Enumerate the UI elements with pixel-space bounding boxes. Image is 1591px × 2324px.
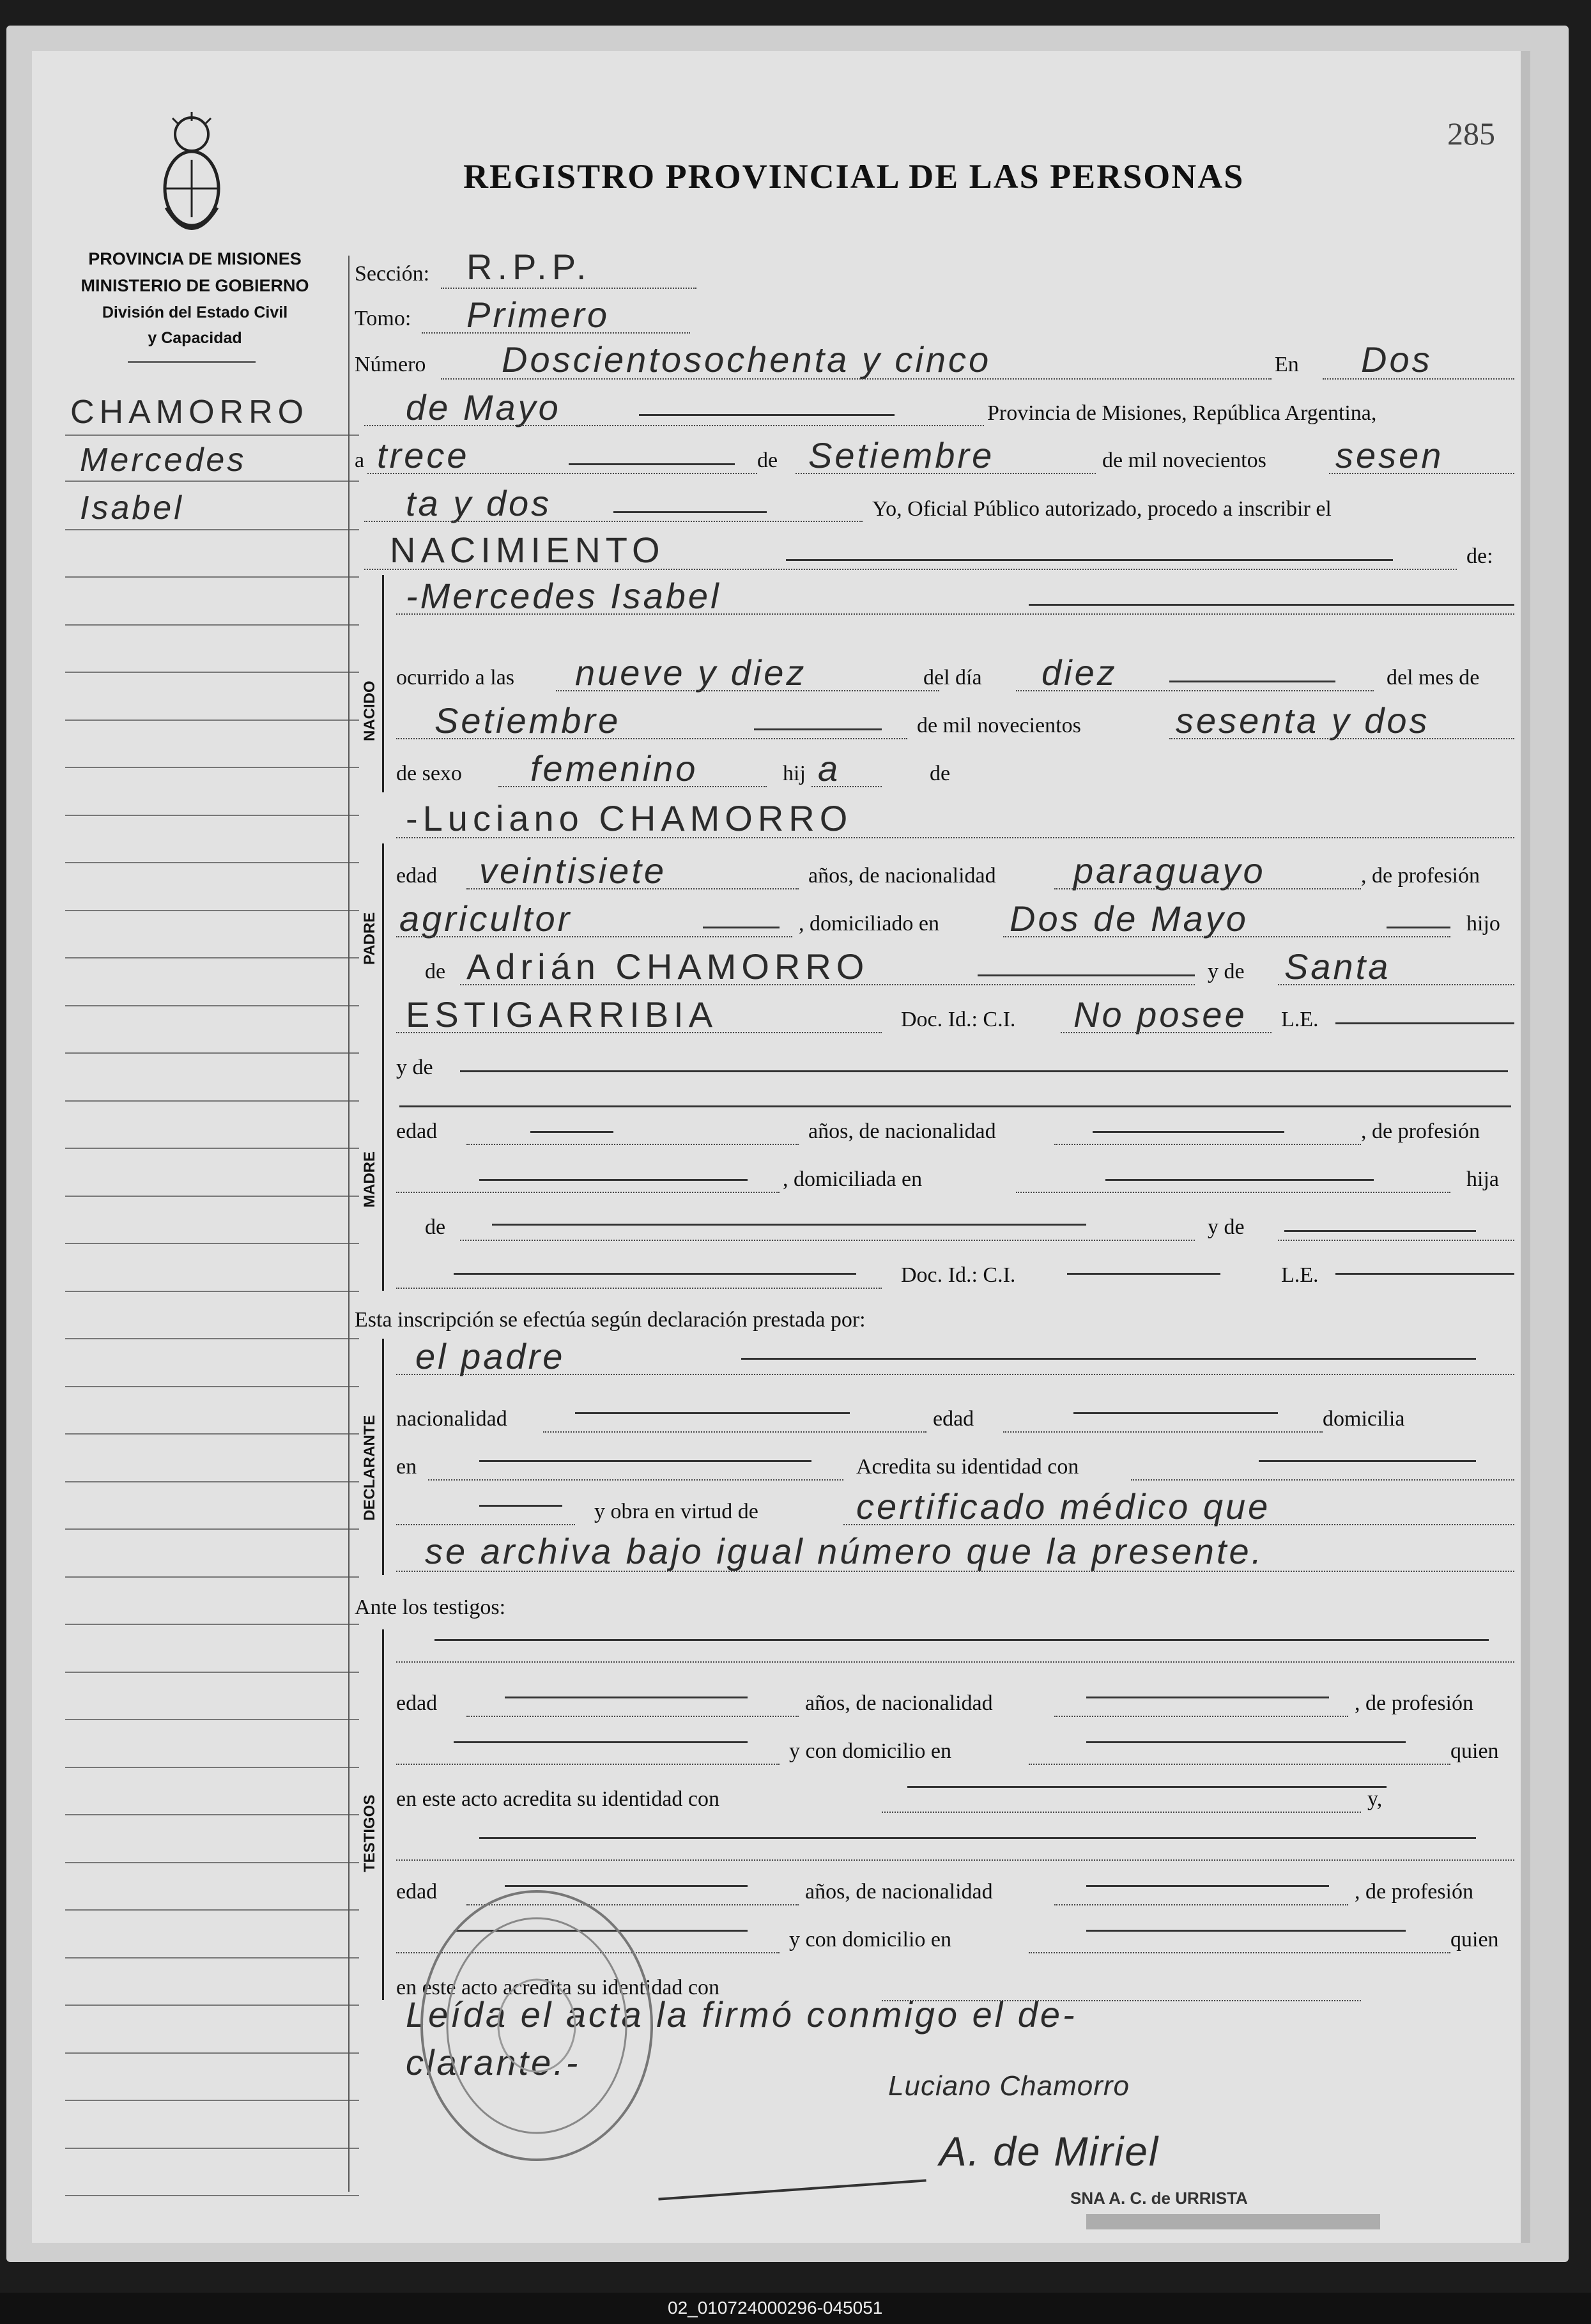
declarante-bracket [382,1339,384,1575]
official-stamp-smudge [1086,2214,1380,2229]
mother-age-dash [530,1131,613,1133]
witness1-dom-line [1029,1764,1450,1765]
witness1-prof-line [396,1764,780,1765]
closing-line-1: Leída el acta la firmó conmigo el de- [406,1994,1077,2035]
de-2-label: de [930,762,951,785]
de-colon-label: de: [1466,544,1493,568]
father-dom-dash [1387,927,1450,928]
father-name-line [396,837,1514,838]
birth-month-dash [754,728,882,730]
grandmother-line-2 [396,1032,882,1033]
declarant-en-label: en [396,1455,417,1479]
witness1-nat-dash [1086,1697,1329,1698]
witness2-dom-line [1029,1952,1450,1953]
a-label: a [355,449,365,472]
year-value-2: ta y dos [406,483,552,523]
year-line-1 [1329,473,1514,474]
day-line [367,473,757,474]
signature-official: A. de Miriel [939,2128,1160,2174]
obra-pre-dash [479,1505,562,1507]
witness2-dom-label: y con domicilio en [789,1928,952,1951]
obra-line-2 [396,1571,1514,1572]
mother-y-de-2-label: y de [1208,1215,1245,1239]
month-line [796,473,1096,474]
ocurrido-label: ocurrido a las [396,666,515,689]
acredita-line [1131,1479,1514,1481]
declarant-edad-dash [1073,1412,1278,1414]
margin-surname: CHAMORRO [70,394,309,431]
footer-bar [0,2293,1591,2324]
day-value: trece [377,435,470,475]
year-line-2 [364,521,863,522]
signature-flourish [658,2179,926,2200]
document-sheet [32,51,1530,2243]
mother-domiciliada-label: , domiciliada en [783,1167,923,1191]
mother-ci-line [1067,1273,1220,1275]
mother-name-line [460,1070,1508,1072]
father-dom-line [1003,936,1450,937]
tomo-label: Tomo: [355,307,411,330]
grandmother-line-1 [1278,984,1514,985]
father-anos-label: años, de nacionalidad [808,864,996,888]
issuer-ministry: MINISTERIO DE GOBIERNO [81,276,309,295]
de-mil-label: de mil novecientos [1102,449,1266,472]
birth-day-line [1016,690,1374,691]
coat-of-arms-icon [157,112,227,246]
father-age-line [466,888,799,889]
witness2-anos-label: años, de nacionalidad [805,1880,993,1904]
en-line [1323,378,1514,380]
hij-label: hij [783,762,806,785]
witness2-dom-dash [1086,1930,1406,1932]
declarant-line [396,1374,1514,1375]
signature-declarant: Luciano Chamorro [888,2070,1130,2102]
mother-nat-line [1054,1144,1361,1145]
father-doc-label: Doc. Id.: C.I. [901,1008,1016,1031]
tomo-line [422,332,690,334]
declarant-nac-label: nacionalidad [396,1407,507,1431]
mother-parent-line [460,1240,1195,1241]
grandmother-name-1: Santa [1284,946,1391,987]
witness1-quien-label: quien [1450,1739,1499,1763]
witness1-profesion-label: , de profesión [1355,1691,1474,1715]
domicilia-label: domicilia [1323,1407,1405,1431]
padre-bracket [382,843,384,1048]
father-edad-label: edad [396,864,438,888]
witness1-age-line [466,1716,799,1717]
official-stamp-text: SNA A. C. de URRISTA [1070,2189,1248,2208]
father-profesion-label: , de profesión [1361,864,1480,888]
official-seal-icon [415,1885,658,2166]
witness2-profesion-label: , de profesión [1355,1880,1474,1904]
inscripcion-label: Esta inscripción se efectúa según declaración prestada por: [355,1308,866,1332]
witness1-anos-label: años, de nacionalidad [805,1691,993,1715]
mother-doc-label: Doc. Id.: C.I. [901,1263,1016,1287]
birth-day-value: diez [1041,652,1118,693]
numero-line [441,378,1272,380]
year-value-1: sesen [1335,435,1444,475]
witness1-y-label: y, [1367,1787,1383,1811]
declarant-value: el padre [415,1336,565,1376]
mother-prof-line [396,1192,780,1193]
child-dash [1029,604,1514,606]
mother-doc-line [396,1288,882,1289]
year-dash [613,511,767,513]
father-ci-line [1061,1032,1272,1033]
birth-month-value: Setiembre [434,700,621,741]
mother-age-line [466,1144,799,1145]
madre-bracket [382,1048,384,1291]
obra-value-1: certificado médico que [856,1486,1271,1527]
page-title: REGISTRO PROVINCIAL DE LAS PERSONAS [463,157,1245,196]
father-nat-line [1054,888,1361,889]
del-dia-label: del día [923,666,982,689]
witness2-name-dash [479,1837,1476,1839]
provincia-label: Provincia de Misiones, República Argentina, [987,401,1377,425]
mother-le-line [1335,1273,1514,1275]
father-name: -Luciano CHAMORRO [406,798,853,838]
mother-edad-label: edad [396,1120,438,1143]
witness2-nat-line [1054,1904,1348,1905]
mother-profesion-label: , de profesión [1361,1120,1480,1143]
issuer-rule [128,361,256,363]
witness1-nat-line [1054,1716,1348,1717]
hija-label: hija [1466,1167,1499,1191]
witness1-dom-dash [1086,1741,1406,1743]
witness2-nat-dash [1086,1885,1329,1887]
witness1-name-line [396,1661,1514,1663]
y-de-label: y de [1208,960,1245,983]
obra-value-2: se archiva bajo igual número que la presente. [425,1531,1264,1571]
issuer-capacity: y Capacidad [148,329,242,347]
seccion-line [441,288,696,289]
child-line [396,613,1514,615]
mother-dom-line [1016,1192,1450,1193]
witness1-age-dash [505,1697,748,1698]
en-value: Dos [1361,339,1433,380]
grandmother-name-2: ESTIGARRIBIA [406,994,718,1035]
witness2-quien-label: quien [1450,1928,1499,1951]
sex-value: femenino [530,748,698,789]
mother-dom-dash [1105,1179,1374,1181]
obra-pre-line [396,1524,575,1525]
father-prof-line [396,936,792,937]
de-sexo-label: de sexo [396,762,462,785]
father-prof-value: agricultor [399,898,573,939]
declarant-en-dash [479,1460,811,1462]
father-dom-value: Dos de Mayo [1010,898,1249,939]
grandfather-line [460,984,1195,985]
numero-value: Doscientosochenta y cinco [502,339,992,380]
mother-nat-dash [1093,1131,1284,1133]
father-domiciliado-label: , domiciliado en [799,912,940,935]
witness1-acredita-dash [907,1786,1387,1788]
place-dash [639,414,895,416]
place-value: de Mayo [406,387,561,427]
witness1-acredita-line [882,1812,1361,1813]
seccion-value: R.P.P. [466,247,592,287]
witness1-prof-dash [454,1741,748,1743]
declarante-side-label: DECLARANTE [361,1415,378,1521]
grandfather-de-label: de [425,960,446,983]
mother-name-line-2 [399,1105,1511,1107]
madre-side-label: MADRE [361,1151,378,1208]
mother-prof-dash [479,1179,748,1181]
mother-de-label: de [425,1215,446,1239]
issuer-province: PROVINCIA DE MISIONES [88,249,302,268]
testigos-bracket [382,1629,384,2000]
body-divider [348,256,350,2192]
declarant-nac-line [543,1431,926,1433]
birth-year-value: sesenta y dos [1176,700,1430,741]
page-border [6,26,1569,2262]
de-mil-2-label: de mil novecientos [917,714,1081,737]
margin-given-name-2: Isabel [80,489,184,527]
grandfather-name: Adrián CHAMORRO [466,946,870,987]
obra-label: y obra en virtud de [594,1500,758,1523]
mother-parent-dash [492,1224,1086,1226]
declarant-nac-dash [575,1412,850,1414]
witness2-acredita-label: en este acto acredita su identidad con [396,1976,719,1999]
acredita-label: Acredita su identidad con [856,1455,1079,1479]
del-mes-label: del mes de [1387,666,1480,689]
declarant-edad-label: edad [933,1407,974,1431]
birth-month-line [396,738,907,739]
mother-parent-dash-2 [1284,1230,1476,1232]
declarant-en-line [428,1479,843,1481]
witness1-edad-label: edad [396,1691,438,1715]
day-dash [569,463,735,465]
tomo-value: Primero [466,295,610,335]
mother-y-de-label: y de [396,1056,433,1079]
place-line [364,425,984,426]
witness1-name-dash [434,1639,1489,1641]
birth-day-dash [1169,681,1335,682]
act-value: NACIMIENTO [390,530,665,570]
declarant-dash [741,1358,1476,1360]
hij-line [811,786,882,787]
hour-value: nueve y diez [575,652,807,693]
child-name: -Mercedes Isabel [406,576,721,616]
testigos-side-label: TESTIGOS [361,1794,378,1872]
father-prof-dash [703,927,780,928]
acredita-dash [1259,1460,1476,1462]
ante-testigos-label: Ante los testigos: [355,1596,506,1619]
mother-parent-line-2 [1278,1240,1514,1241]
witness1-dom-label: y con domicilio en [789,1739,952,1763]
padre-side-label: PADRE [361,912,378,965]
month-value: Setiembre [808,435,995,475]
grandfather-dash [978,974,1195,976]
hijo-label: hijo [1466,912,1500,935]
witness2-edad-label: edad [396,1880,438,1904]
page-number: 285 [1447,116,1495,151]
nacido-bracket [382,575,384,792]
en-label: En [1275,353,1299,376]
mother-anos-label: años, de nacionalidad [808,1120,996,1143]
sex-line [498,786,767,787]
act-line [364,569,1457,570]
father-nat-value: paraguayo [1073,850,1266,891]
page-edge-shadow [1521,51,1530,2243]
declarant-edad-line [1003,1431,1323,1433]
hij-suffix: a [818,748,841,789]
act-dash [786,559,1393,561]
numero-label: Número [355,353,426,376]
father-le-line [1335,1022,1514,1024]
witness1-acredita-label: en este acto acredita su identidad con [396,1787,719,1811]
witness2-name-line [396,1859,1514,1861]
father-le-label: L.E. [1281,1008,1319,1031]
nacido-side-label: NACIDO [361,681,378,741]
birth-year-line [1169,738,1514,739]
obra-line-1 [843,1524,1514,1525]
father-age-value: veintisiete [479,850,667,891]
margin-given-name-1: Mercedes [80,442,247,479]
father-ci-value: No posee [1073,994,1247,1035]
issuer-division: División del Estado Civil [102,304,288,321]
hour-line [556,690,939,691]
mother-doc-dash [454,1273,856,1275]
de-label: de [757,449,778,472]
mother-le-label: L.E. [1281,1263,1319,1287]
footer-code: 02_010724000296-045051 [668,2298,883,2318]
closing-line-2: clarante.- [406,2042,581,2082]
seccion-label: Sección: [355,262,430,286]
oficial-label: Yo, Oficial Público autorizado, procedo a inscribir el [872,497,1332,521]
